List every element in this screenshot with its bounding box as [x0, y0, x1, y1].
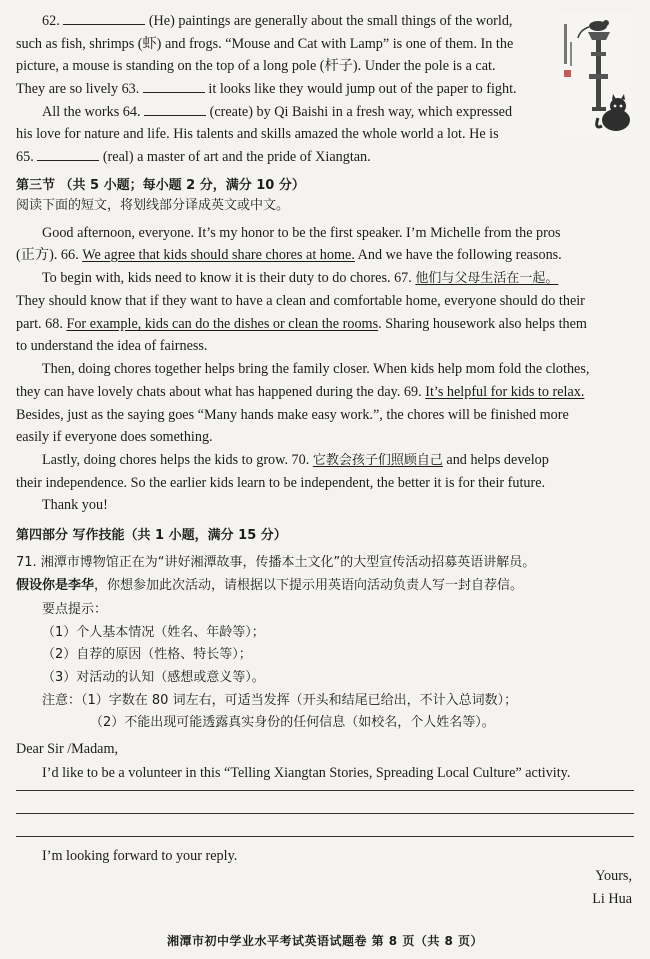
part4-title: 第四部分 写作技能（共 1 小题，满分 15 分）	[16, 528, 287, 543]
q71-prompt: 71. 湘潭市博物馆正在为“讲好湘潭故事，传播本土文化”的大型宣传活动招募英语讲解员。	[16, 555, 536, 570]
tip-item: （2）自荐的原因（性格、特长等）；	[42, 647, 252, 662]
paragraph-line: They should know that if they want to have a clean and comfortable home, everyone should do their	[16, 293, 585, 309]
passage-line: such as fish, shrimps (虾) and frogs. “Mouse and Cat with Lamp” is one of them. In the	[16, 36, 514, 52]
q65-blank[interactable]	[37, 148, 99, 161]
tip-item: （3）对活动的认知（感想或意义等）。	[42, 670, 265, 685]
letter-opening: I’d like to be a volunteer in this “Telling Xiangtan Stories, Spreading Local Culture” activity.	[42, 765, 571, 781]
section3-instruction: 阅读下面的短文，将划线部分译成英文或中文。	[16, 198, 290, 213]
q62-line: 62. (He) paintings are generally about the small things of the world,	[42, 13, 513, 29]
tip-item: （1）个人基本情况（姓名、年龄等）；	[42, 625, 265, 640]
q71-prompt-2: 假设你是李华，你想参加此次活动，请根据以下提示用英语向活动负责人写一封自荐信。	[16, 578, 524, 593]
q64-line: All the works 64. (create) by Qi Baishi in a fresh way, which expressed	[42, 104, 513, 120]
q67-line: To begin with, kids need to know it is their duty to do chores. 67. 他们与父母生活在一起。	[42, 270, 559, 286]
letter-signoff: Yours,	[595, 868, 632, 884]
q62-blank[interactable]	[63, 12, 145, 25]
writing-line[interactable]	[16, 813, 634, 814]
q66-line: (正方). 66. We agree that kids should share chores at home. And we have the following reasons.	[16, 247, 562, 263]
paragraph-line: Besides, just as the saying goes “Many hands make easy work.”, the chores will be finished more	[16, 407, 569, 423]
note-1: 注意：（1）字数在 80 词左右，可适当发挥（开头和结尾已给出，不计入总词数）；	[42, 693, 518, 708]
paragraph-line: Good afternoon, everyone. It’s my honor to be the first speaker. I’m Michelle from the pros	[42, 225, 561, 241]
paragraph-line: easily if everyone does something.	[16, 429, 213, 445]
q69-underlined: It’s helpful for kids to relax.	[425, 384, 585, 400]
q63-line: They are so lively 63. it looks like they would jump out of the paper to fight.	[16, 81, 517, 97]
q65-line: 65. (real) a master of art and the pride of Xiangtan.	[16, 149, 371, 165]
page-footer: 湘潭市初中学业水平考试英语试题卷 第 8 页（共 8 页）	[166, 934, 484, 948]
letter-signature: Li Hua	[592, 891, 632, 907]
tips-title: 要点提示：	[42, 602, 108, 617]
q68-line: part. 68. For example, kids can do the dishes or clean the rooms. Sharing housework also helps them	[16, 316, 587, 332]
section3-title: 第三节 （共 5 小题；每小题 2 分，满分 10 分）	[16, 178, 305, 193]
q67-underlined: 他们与父母生活在一起。	[415, 271, 559, 286]
passage-line: his love for nature and life. His talents and skills amazed the whole world a lot. He is	[16, 126, 499, 142]
writing-line[interactable]	[16, 790, 634, 791]
q70-line: Lastly, doing chores helps the kids to grow. 70. 它教会孩子们照顾自己 and helps develop	[42, 452, 549, 468]
paragraph-line: their independence. So the earlier kids learn to be independent, the better it is for their future.	[16, 475, 546, 491]
paragraph-line: Then, doing chores together helps bring the family closer. When kids help mom fold the clothes,	[42, 361, 590, 377]
q64-blank[interactable]	[144, 103, 206, 116]
q68-underlined: For example, kids can do the dishes or clean the rooms	[66, 316, 379, 332]
q63-blank[interactable]	[143, 80, 205, 93]
q70-underlined: 它教会孩子们照顾自己	[312, 453, 443, 468]
q66-underlined: We agree that kids should share chores at home.	[82, 247, 355, 263]
thank-you-line: Thank you!	[42, 497, 108, 513]
note-2: （2）不能出现可能透露真实身份的任何信息（如校名，个人姓名等）。	[90, 715, 495, 730]
letter-salutation: Dear Sir /Madam,	[16, 741, 119, 757]
writing-line[interactable]	[16, 836, 634, 837]
passage-line: picture, a mouse is standing on the top of a long pole (杆子). Under the pole is a cat.	[16, 58, 496, 74]
letter-closing: I’m looking forward to your reply.	[42, 848, 238, 864]
paragraph-line: to understand the idea of fairness.	[16, 338, 208, 354]
q69-line: they can have lovely chats about what has happened during the day. 69. It’s helpful for kids to relax.	[16, 384, 585, 400]
mouse-and-cat-illustration	[558, 12, 634, 138]
